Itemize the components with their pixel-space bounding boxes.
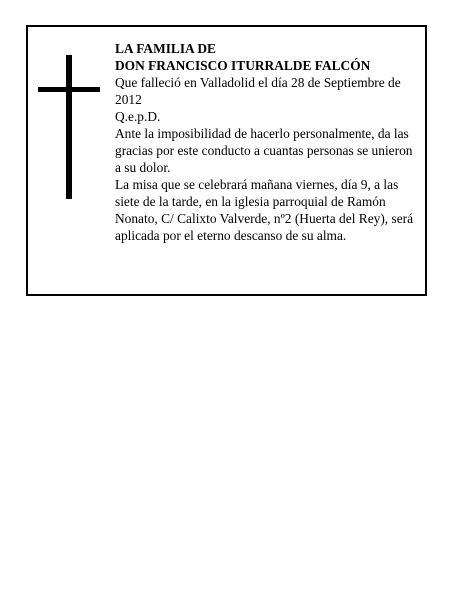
rip-text: Q.e.p.D. bbox=[115, 109, 161, 124]
mass-info: La misa que se celebrará mañana viernes, día 9, a las siete de la tarde, en la iglesia parroquial de Ramón Nonato, C/ Calixto Valverde, nº2 (Huerta del Rey), será aplicada por el eterno descanso de su alma. bbox=[115, 177, 414, 243]
death-info: Que falleció en Valladolid el día 28 de Septiembre de 2012 bbox=[115, 75, 401, 107]
obituary-notice bbox=[26, 25, 427, 296]
cross-horizontal-bar bbox=[38, 87, 100, 92]
cross-vertical-bar bbox=[66, 55, 72, 199]
thanks-text: Ante la imposibilidad de hacerlo personalmente, da las gracias por este conducto a cuantas personas se unieron a su dolor. bbox=[115, 126, 413, 175]
cross-icon bbox=[38, 55, 100, 199]
notice-text bbox=[115, 40, 419, 244]
heading-deceased-name: DON FRANCISCO ITURRALDE FALCÓN bbox=[115, 58, 371, 73]
heading-family: LA FAMILIA DE bbox=[115, 41, 216, 56]
